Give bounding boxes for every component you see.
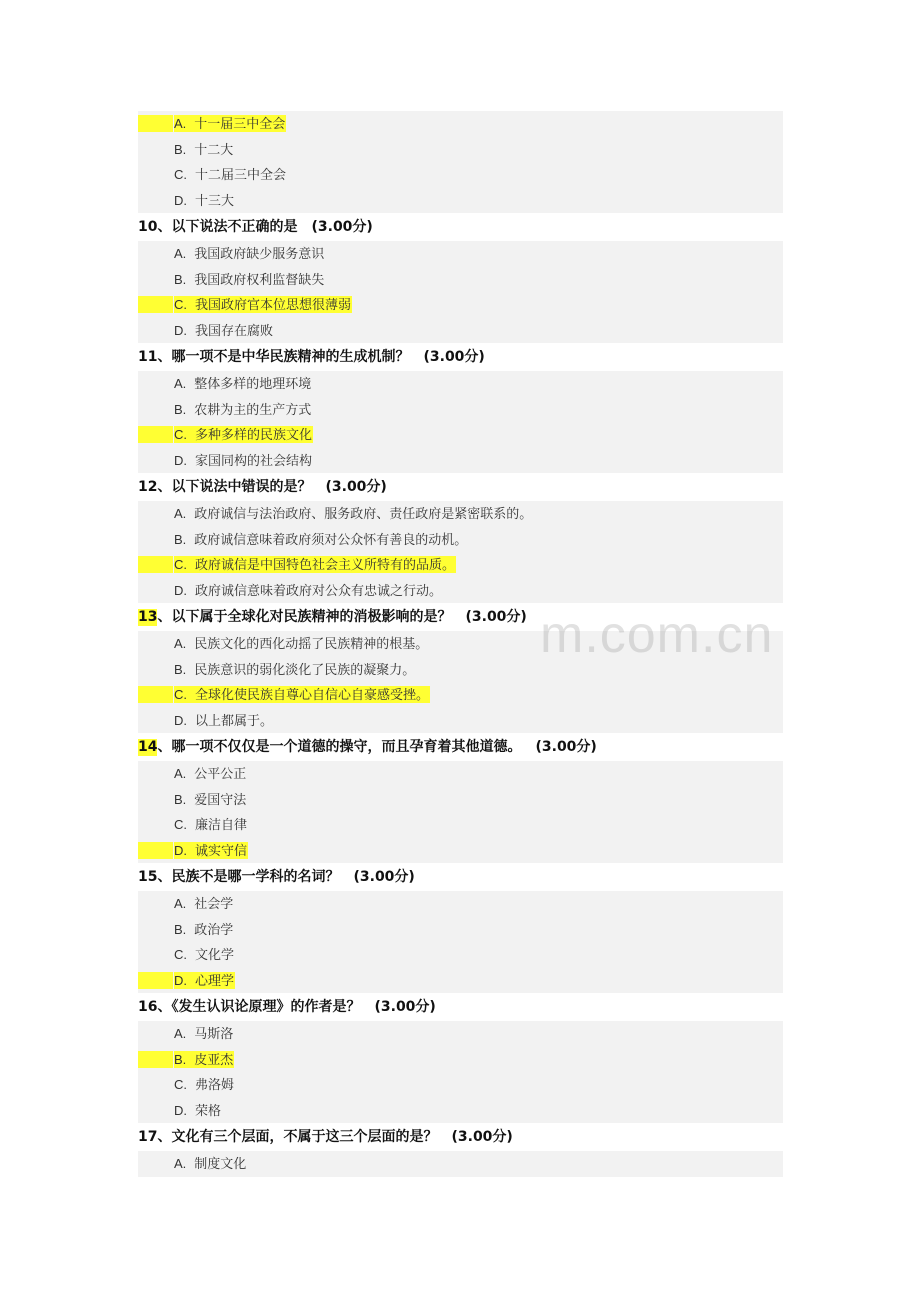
- question-score: (3.00分): [535, 739, 597, 755]
- option-letter: D.: [174, 1102, 187, 1118]
- answer-option[interactable]: [138, 371, 783, 397]
- option-highlight: [138, 375, 173, 392]
- option-label: 我国政府官本位思想很薄弱: [195, 298, 352, 313]
- option-letter: A.: [174, 766, 187, 781]
- option-label: 十二大: [194, 142, 234, 158]
- option-highlight: [138, 1051, 173, 1068]
- option-text-wrap: [174, 708, 274, 735]
- option-label: 弗洛姆: [195, 1078, 235, 1093]
- option-letter: A.: [174, 896, 187, 911]
- question-score: (3.00分): [325, 479, 387, 495]
- answer-option[interactable]: [138, 631, 783, 657]
- option-text-wrap: [174, 1072, 235, 1099]
- option-text-wrap: [174, 942, 235, 969]
- option-text-wrap: [174, 631, 429, 658]
- option-letter: D.: [174, 712, 187, 728]
- option-label: 我国政府缺少服务意识: [194, 247, 325, 262]
- option-highlight: [138, 712, 173, 729]
- option-text-wrap: [174, 686, 430, 703]
- option-highlight: [138, 816, 173, 833]
- option-label: 农耕为主的生产方式: [194, 402, 312, 418]
- option-text-wrap: [174, 1098, 222, 1125]
- option-label: 我国存在腐败: [195, 323, 274, 339]
- option-label: 政府诚信意味着政府须对公众怀有善良的动机。: [194, 532, 468, 548]
- option-label: 全球化使民族自尊心自信心自豪感受挫。: [195, 688, 430, 703]
- answer-option[interactable]: [138, 812, 783, 838]
- quiz-page: [138, 111, 783, 1177]
- option-highlight: [138, 426, 173, 443]
- question-score: (3.00分): [423, 349, 485, 365]
- answer-option[interactable]: [138, 1151, 783, 1177]
- option-highlight: [138, 296, 173, 313]
- option-letter: B.: [174, 1051, 187, 1067]
- option-text-wrap: [174, 578, 443, 605]
- option-label: 社会学: [194, 897, 234, 912]
- question-heading: [138, 1123, 783, 1151]
- question-separator: 、: [157, 739, 172, 755]
- option-label: 民族文化的西化动摇了民族精神的根基。: [194, 637, 429, 652]
- answer-option-selected[interactable]: [138, 111, 783, 137]
- option-label: 荣格: [195, 1103, 222, 1119]
- option-highlight: [138, 921, 173, 938]
- option-letter: A.: [174, 116, 187, 131]
- option-text-wrap: [174, 761, 247, 788]
- option-label: 十三大: [195, 193, 235, 209]
- answer-option-selected[interactable]: [138, 968, 783, 994]
- option-text-wrap: [174, 426, 313, 443]
- watermark: m.com.cn: [540, 606, 774, 664]
- option-label: 以上都属于。: [195, 713, 274, 729]
- option-highlight: [138, 452, 173, 469]
- option-highlight: [138, 1025, 173, 1042]
- answer-option[interactable]: [138, 137, 783, 163]
- question-separator: 、: [157, 219, 172, 235]
- option-letter: C.: [174, 167, 187, 182]
- answer-option-selected[interactable]: [138, 682, 783, 708]
- option-letter: A.: [174, 376, 187, 391]
- question-number: 12: [138, 479, 158, 495]
- answer-option[interactable]: [138, 267, 783, 293]
- question-heading: [138, 473, 783, 501]
- option-text-wrap: [174, 1051, 234, 1068]
- option-letter: A.: [174, 1156, 187, 1171]
- option-highlight: [138, 245, 173, 262]
- question-score: (3.00分): [451, 1129, 513, 1145]
- option-highlight: [138, 505, 173, 522]
- option-highlight: [138, 791, 173, 808]
- answer-option[interactable]: [138, 397, 783, 423]
- option-letter: B.: [174, 141, 187, 157]
- option-highlight: [138, 1102, 173, 1119]
- question-number: 17: [138, 1129, 158, 1145]
- question-number: 13: [138, 609, 158, 625]
- answer-option[interactable]: [138, 318, 783, 344]
- option-text-wrap: [174, 296, 352, 313]
- answer-option[interactable]: [138, 527, 783, 553]
- question-separator: 、: [157, 1129, 172, 1145]
- option-label: 政治学: [194, 922, 234, 938]
- question-text: 《发生认识论原理》的作者是？: [171, 999, 361, 1015]
- answer-option[interactable]: [138, 188, 783, 214]
- option-highlight: [138, 661, 173, 678]
- option-letter: C.: [174, 1077, 187, 1092]
- option-text-wrap: [174, 891, 234, 918]
- question-score: (3.00分): [465, 609, 527, 625]
- answer-option-selected[interactable]: [138, 1047, 783, 1073]
- option-highlight: [138, 141, 173, 158]
- answer-option[interactable]: [138, 761, 783, 787]
- option-highlight: [138, 271, 173, 288]
- option-label: 民族意识的弱化淡化了民族的凝聚力。: [194, 662, 416, 678]
- question-heading: [138, 993, 783, 1021]
- option-text-wrap: [174, 556, 456, 573]
- option-highlight: [138, 322, 173, 339]
- question-text: 以下说法不正确的是: [171, 219, 298, 235]
- question-score: (3.00分): [353, 869, 415, 885]
- answer-option[interactable]: [138, 448, 783, 474]
- option-label: 政府诚信与法治政府、服务政府、责任政府是紧密联系的。: [194, 507, 533, 522]
- question-number: 14: [138, 739, 158, 755]
- answer-option[interactable]: [138, 501, 783, 527]
- answer-option-selected[interactable]: [138, 422, 783, 448]
- option-highlight: [138, 1076, 173, 1093]
- question-score: (3.00分): [311, 219, 373, 235]
- option-highlight: [138, 582, 173, 599]
- option-letter: A.: [174, 506, 187, 521]
- option-highlight: [138, 401, 173, 418]
- question-number: 16: [138, 999, 158, 1015]
- option-label: 皮亚杰: [194, 1052, 234, 1068]
- option-label: 廉洁自律: [195, 818, 248, 833]
- option-text-wrap: [174, 318, 274, 345]
- option-text-wrap: [174, 1151, 247, 1178]
- option-label: 十二届三中全会: [195, 168, 287, 183]
- option-letter: A.: [174, 636, 187, 651]
- option-text-wrap: [174, 917, 234, 944]
- option-label: 爱国守法: [194, 792, 247, 808]
- option-text-wrap: [174, 267, 325, 294]
- option-letter: D.: [174, 192, 187, 208]
- question-text: 文化有三个层面，不属于这三个层面的是？: [171, 1129, 438, 1145]
- answer-option[interactable]: [138, 787, 783, 813]
- option-label: 政府诚信意味着政府对公众有忠诚之行动。: [195, 583, 443, 599]
- option-highlight: [138, 166, 173, 183]
- answer-option[interactable]: [138, 1072, 783, 1098]
- option-letter: B.: [174, 791, 187, 807]
- option-text-wrap: [174, 397, 312, 424]
- question-separator: 、: [157, 869, 172, 885]
- option-text-wrap: [174, 241, 325, 268]
- answer-option[interactable]: [138, 241, 783, 267]
- option-text-wrap: [174, 1021, 234, 1048]
- option-text-wrap: [174, 501, 533, 528]
- answer-option[interactable]: [138, 942, 783, 968]
- option-label: 马斯洛: [194, 1027, 234, 1042]
- option-highlight: [138, 635, 173, 652]
- option-letter: D.: [174, 972, 187, 988]
- question-number: 15: [138, 869, 158, 885]
- question-text: 哪一项不是中华民族精神的生成机制？: [171, 349, 410, 365]
- option-highlight: [138, 842, 173, 859]
- option-label: 家国同构的社会结构: [195, 453, 313, 469]
- question-text: 以下属于全球化对民族精神的消极影响的是？: [171, 609, 452, 625]
- question-score: (3.00分): [374, 999, 436, 1015]
- question-separator: 、: [157, 349, 172, 365]
- option-label: 制度文化: [194, 1157, 247, 1172]
- question-separator: 、: [157, 609, 172, 625]
- option-text-wrap: [174, 812, 248, 839]
- question-number: 10: [138, 219, 158, 235]
- question-heading: [138, 863, 783, 891]
- option-label: 多种多样的民族文化: [195, 428, 313, 443]
- answer-option-selected[interactable]: [138, 292, 783, 318]
- option-label: 政府诚信是中国特色社会主义所特有的品质。: [195, 558, 456, 573]
- option-label: 诚实守信: [195, 843, 248, 859]
- option-highlight: [138, 765, 173, 782]
- option-text-wrap: [174, 842, 248, 859]
- option-letter: C.: [174, 947, 187, 962]
- answer-option[interactable]: [138, 657, 783, 683]
- option-letter: C.: [174, 427, 187, 442]
- option-label: 整体多样的地理环境: [194, 377, 312, 392]
- question-heading: [138, 603, 783, 631]
- option-text-wrap: [174, 527, 468, 554]
- option-letter: C.: [174, 687, 187, 702]
- option-text-wrap: [174, 162, 287, 189]
- answer-option[interactable]: [138, 1098, 783, 1124]
- option-highlight: [138, 115, 173, 132]
- option-letter: B.: [174, 531, 187, 547]
- question-heading: [138, 343, 783, 371]
- option-letter: C.: [174, 557, 187, 572]
- option-letter: A.: [174, 1026, 187, 1041]
- question-heading: [138, 213, 783, 241]
- option-letter: C.: [174, 817, 187, 832]
- question-separator: 、: [157, 999, 172, 1015]
- answer-option[interactable]: [138, 162, 783, 188]
- answer-option[interactable]: [138, 578, 783, 604]
- option-highlight: [138, 895, 173, 912]
- question-text: 民族不是哪一学科的名词？: [171, 869, 340, 885]
- question-heading: [138, 733, 783, 761]
- option-text-wrap: [174, 657, 416, 684]
- option-highlight: [138, 192, 173, 209]
- option-letter: B.: [174, 271, 187, 287]
- option-highlight: [138, 946, 173, 963]
- option-label: 心理学: [195, 973, 235, 989]
- option-text-wrap: [174, 787, 247, 814]
- option-letter: D.: [174, 322, 187, 338]
- option-letter: B.: [174, 921, 187, 937]
- option-letter: A.: [174, 246, 187, 261]
- option-text-wrap: [174, 137, 234, 164]
- option-letter: C.: [174, 297, 187, 312]
- option-highlight: [138, 972, 173, 989]
- option-highlight: [138, 531, 173, 548]
- answer-option-selected[interactable]: [138, 552, 783, 578]
- question-text: 哪一项不仅仅是一个道德的操守，而且孕育着其他道德。: [171, 739, 522, 755]
- option-label: 文化学: [195, 948, 235, 963]
- answer-option[interactable]: [138, 917, 783, 943]
- option-label: 十一届三中全会: [194, 117, 286, 132]
- answer-option[interactable]: [138, 1021, 783, 1047]
- option-text-wrap: [174, 972, 235, 989]
- answer-option[interactable]: [138, 891, 783, 917]
- question-text: 以下说法中错误的是？: [171, 479, 312, 495]
- option-label: 公平公正: [194, 767, 247, 782]
- option-highlight: [138, 1155, 173, 1172]
- option-letter: D.: [174, 582, 187, 598]
- question-separator: 、: [157, 479, 172, 495]
- answer-option[interactable]: [138, 708, 783, 734]
- option-text-wrap: [174, 115, 286, 132]
- option-letter: B.: [174, 401, 187, 417]
- option-highlight: [138, 686, 173, 703]
- answer-option-selected[interactable]: [138, 838, 783, 864]
- option-letter: D.: [174, 842, 187, 858]
- option-label: 我国政府权利监督缺失: [194, 272, 325, 288]
- option-letter: B.: [174, 661, 187, 677]
- question-number: 11: [138, 349, 158, 365]
- option-highlight: [138, 556, 173, 573]
- option-text-wrap: [174, 371, 312, 398]
- option-text-wrap: [174, 448, 313, 475]
- option-letter: D.: [174, 452, 187, 468]
- option-text-wrap: [174, 188, 235, 215]
